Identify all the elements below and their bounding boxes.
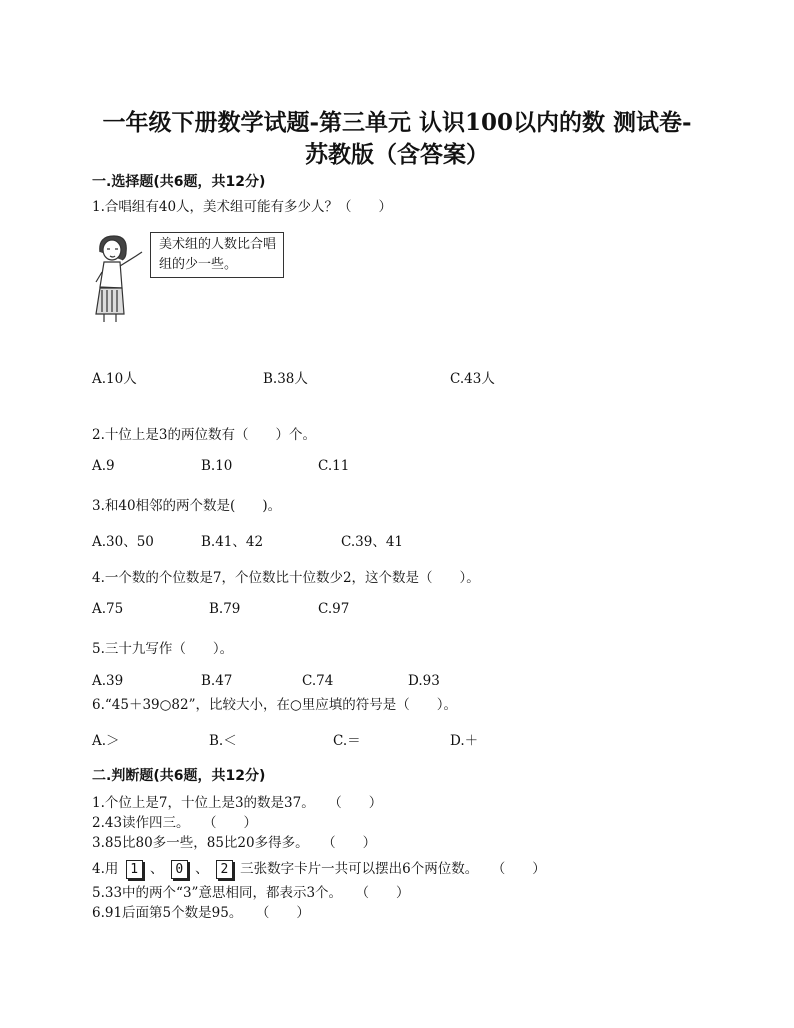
question-3: 3.和40相邻的两个数是( )。 [92,498,282,514]
q6-option-c: C.＝ [333,733,361,749]
digit-card-2: 2 [216,860,233,879]
digit-card-1: 1 [126,860,143,879]
judge-item-4-suffix: 三张数字卡片一共可以摆出6个两位数。 （ ） [240,861,546,877]
q5-option-d: D.93 [408,673,440,689]
question-5: 5.三十九写作（ ）。 [92,641,234,657]
q4-option-b: B.79 [209,601,241,617]
judge-item-1: 1.个位上是7，十位上是3的数是37。 （ ） [92,795,383,811]
section2-heading: 二.判断题(共6题，共12分) [92,768,266,784]
q6-option-a: A.＞ [92,733,120,749]
q3-option-a: A.30、50 [92,534,154,550]
page-title-line1: 一年级下册数学试题-第三单元 认识100以内的数 测试卷- [102,109,692,136]
judge-item-4-prefix: 4.用 [92,861,119,877]
judge-item-6: 6.91后面第5个数是95。 （ ） [92,905,310,921]
judge-item-4 [92,857,546,879]
q6-option-b: B.＜ [209,733,237,749]
question-6: 6.“45＋39○82”，比较大小，在○里应填的符号是（ ）。 [92,697,458,713]
card-separator: 、 [149,861,164,877]
q5-option-c: C.74 [302,673,334,689]
q4-option-a: A.75 [92,601,124,617]
q1-option-a: A.10人 [92,371,137,387]
question-1: 1.合唱组有40人，美术组可能有多少人？（ ） [92,199,393,215]
q6-option-d: D.＋ [450,733,479,749]
q2-option-b: B.10 [201,458,233,474]
speech-bubble: 美术组的人数比合唱组的少一些。 [150,232,284,278]
q3-option-b: B.41、42 [201,534,264,550]
judge-item-2: 2.43读作四三。 （ ） [92,815,258,831]
q1-option-c: C.43人 [450,371,495,387]
question-2: 2.十位上是3的两位数有（ ）个。 [92,427,316,443]
page-title-line2: 苏教版（含答案） [305,141,489,168]
judge-item-5: 5.33中的两个“3”意思相同，都表示3个。 （ ） [92,885,410,901]
question-4: 4.一个数的个位数是7，个位数比十位数少2，这个数是（ ）。 [92,570,480,586]
section1-heading: 一.选择题(共6题，共12分) [92,174,266,190]
digit-card-0: 0 [171,860,188,879]
q5-option-a: A.39 [92,673,124,689]
q5-option-b: B.47 [201,673,233,689]
q4-option-c: C.97 [318,601,350,617]
q3-option-c: C.39、41 [341,534,403,550]
card-separator: 、 [195,861,209,877]
judge-item-3: 3.85比80多一些，85比20多得多。 （ ） [92,835,377,851]
q2-option-a: A.9 [92,458,115,474]
q1-option-b: B.38人 [263,371,308,387]
q2-option-c: C.11 [318,458,350,474]
teacher-illustration [92,232,152,324]
